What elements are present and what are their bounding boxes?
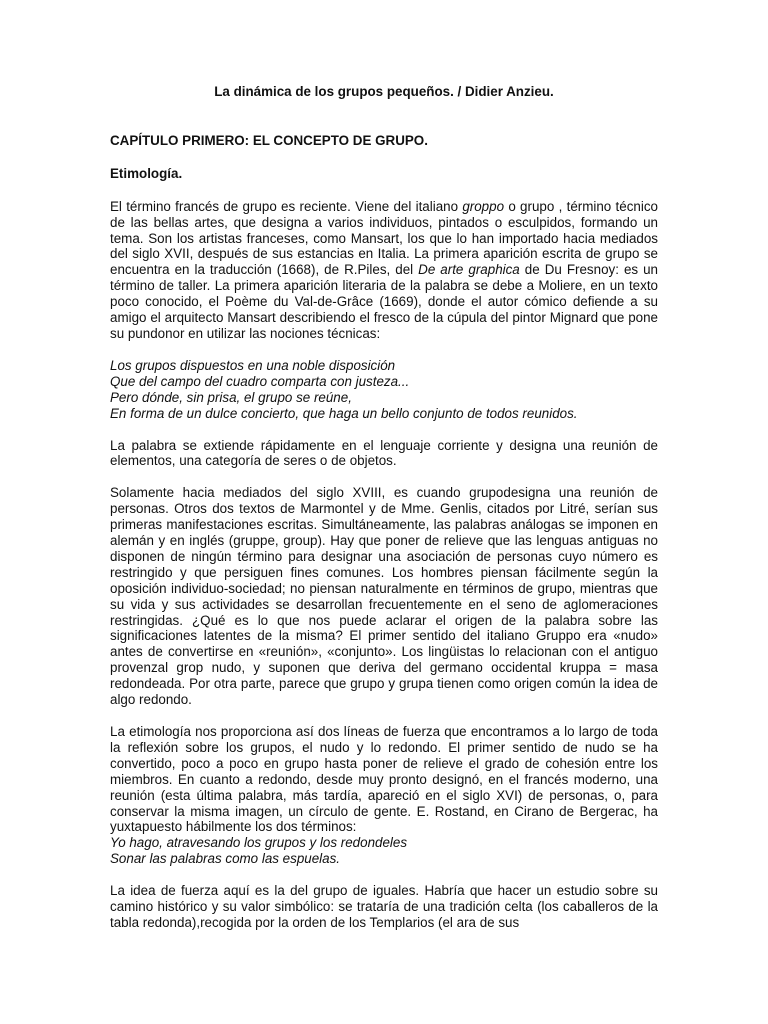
verse-block-1 xyxy=(110,358,658,422)
paragraph-5: La idea de fuerza aquí es la del grupo de iguales. Habría que hacer un estudio sobre su camino histórico y su valor simbólico: se trataría de una tradición celta (los caballeros de la tabla redonda),recogida por la orden de los Templarios (el ara de sus xyxy=(110,883,658,930)
paragraph-3: Solamente hacia mediados del siglo XVIII, es cuando grupodesigna una reunión de personas. Otros dos textos de Marmontel y de Mme. Genlis, citados por Litré, serían sus primeras manifestaciones escritas. Simultáneamente, las palabras análogas se imponen en alemán y en inglés (gruppe, group). Hay que poner de relieve que las lenguas antiguas no disponen de ningún término para designar una asociación de personas cuyo número es restringido y que persiguen fines comunes. Los hombres piensan fácilmente según la oposición individuo-sociedad; no piensan naturalmente en términos de grupo, mientras que su vida y sus actividades se desarrollan frecuentemente en el seno de aglomeraciones restringidas. ¿Qué es lo que nos puede aclarar el origen de la palabra sobre las significaciones latentes de la misma? El primer sentido del italiano Gruppo era «nudo» antes de convertirse en «reunión», «conjunto». Los lingüistas lo relacionan con el antiguo provenzal grop nudo, y suponen que deriva del germano occidental kruppa = masa redondeada. Por otra parte, parece que grupo y grupa tienen como origen común la idea de algo redondo. xyxy=(110,485,658,708)
p1-italic-groppo: groppo xyxy=(462,198,505,214)
p1-text-a: El término francés de grupo es reciente. Viene del italiano xyxy=(110,198,463,214)
verse-line: Los grupos dispuestos en una noble disposición xyxy=(110,357,396,373)
verse-line: Yo hago, atravesando los grupos y los redondeles xyxy=(110,835,408,851)
paragraph-1 xyxy=(110,199,658,342)
paragraph-2: La palabra se extiende rápidamente en el lenguaje corriente y designa una reunión de elementos, una categoría de seres o de objetos. xyxy=(110,437,658,469)
verse-line: Sonar las palabras como las espuelas. xyxy=(110,851,341,867)
chapter-heading: CAPÍTULO PRIMERO: EL CONCEPTO DE GRUPO. xyxy=(110,132,428,148)
section-heading: Etimología. xyxy=(110,165,183,181)
verse-line: Pero dónde, sin prisa, el grupo se reúne, xyxy=(110,389,352,405)
verse-line: Que del campo del cuadro comparta con justeza... xyxy=(110,373,410,389)
verse-line: En forma de un dulce concierto, que haga un bello conjunto de todos reunidos. xyxy=(110,405,578,421)
p1-italic-de-arte-graphica: De arte graphica xyxy=(418,262,520,278)
document-title: La dinámica de los grupos pequeños. / Didier Anzieu. xyxy=(214,84,554,99)
p1-text-b: o grupo , término técnico de las bellas artes, que designa a varios individuos, pintados o esculpidos, formando un tema. Son los artistas franceses, como Mansart, los que lo han importado hacia mediados del siglo XVII, después de sus estancias en Italia. La primera aparición escrita de grupo se encuentra en la traducción (1668), de R.Piles, del xyxy=(110,198,658,278)
verse-block-2 xyxy=(110,835,658,867)
paragraph-4: La etimología nos proporciona así dos líneas de fuerza que encontramos a lo largo de toda la reflexión sobre los grupos, el nudo y lo redondo. El primer sentido de nudo se ha convertido, poco a poco en grupo hasta poner de relieve el grado de cohesión entre los miembros. En cuanto a redondo, desde muy pronto designó, en el francés moderno, una reunión (esta última palabra, más tardía, apareció en el siglo XVI) de personas, o, para conservar la misma imagen, un círculo de gente. E. Rostand, en Cirano de Bergerac, ha yuxtapuesto hábilmente los dos términos: xyxy=(110,724,658,835)
p1-text-c: de Du Fresnoy: es un término de taller. La primera aparición literaria de la palabra se debe a Moliere, en un texto poco conocido, el Poème du Val-de-Grâce (1669), donde el autor cómico defiende a su amigo el arquitecto Mansart describiendo el fresco de la cúpula del pintor Mignard que pone su pundonor en utilizar las nociones técnicas: xyxy=(110,262,659,341)
